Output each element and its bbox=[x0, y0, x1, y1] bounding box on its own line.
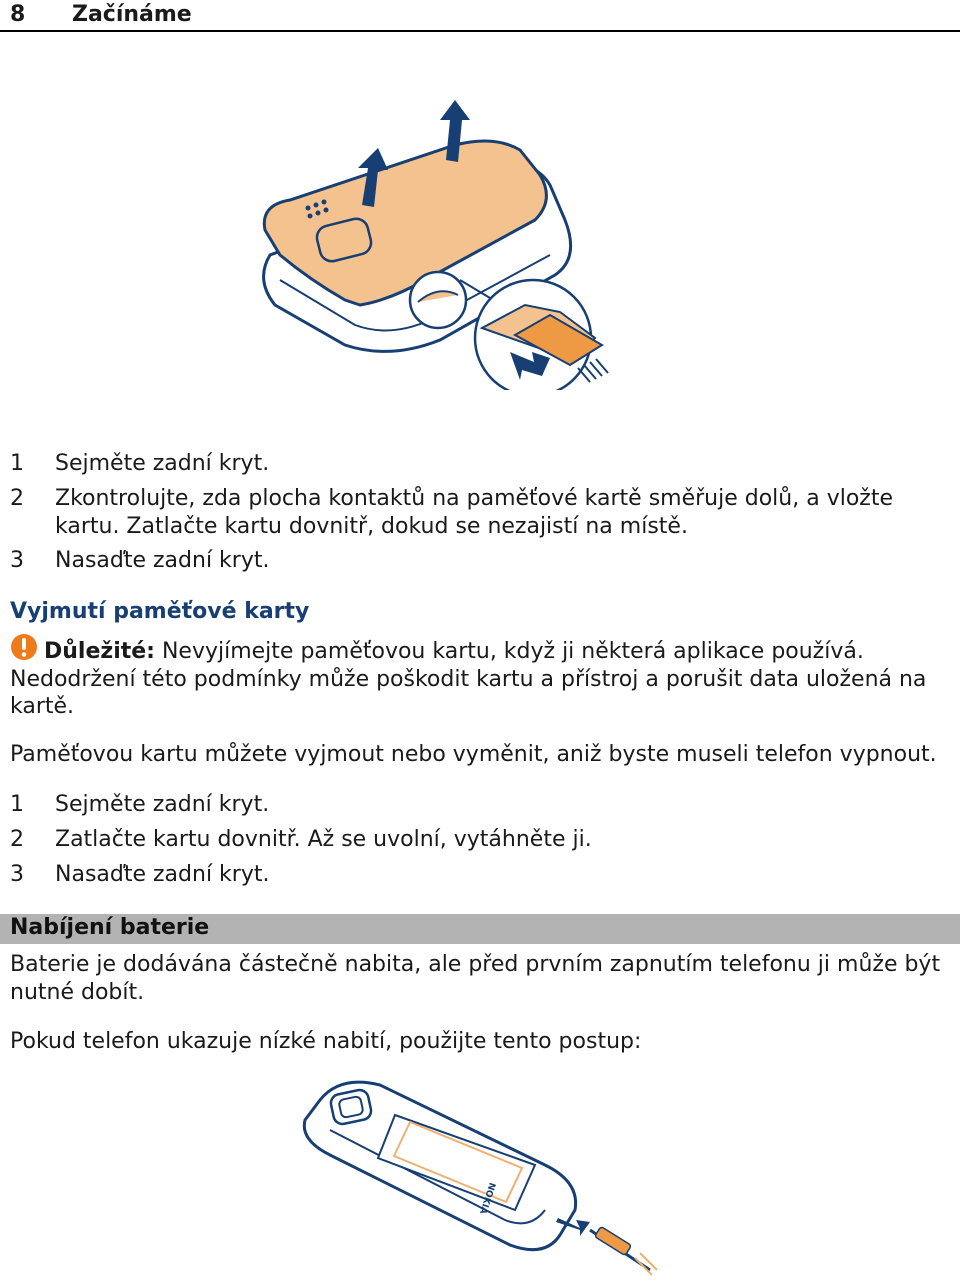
important-note bbox=[44, 637, 864, 666]
step-text: Sejměte zadní kryt. bbox=[55, 792, 270, 817]
charging-heading: Nabíjení baterie bbox=[10, 915, 210, 940]
charging-paragraph-2: Pokud telefon ukazuje nízké nabití, použijte tento postup: bbox=[10, 1029, 642, 1054]
page-number: 8 bbox=[10, 2, 26, 27]
important-text: Nevyjímejte paměťovou kartu, když ji některá aplikace používá. bbox=[154, 639, 864, 664]
step-text: Zatlačte kartu dovnitř. Až se uvolní, vytáhněte ji. bbox=[55, 827, 592, 852]
important-label: Důležité: bbox=[44, 639, 155, 664]
step-number: 2 bbox=[10, 486, 24, 511]
warning-icon bbox=[10, 633, 38, 661]
step-number: 3 bbox=[10, 862, 24, 887]
step-text: Sejměte zadní kryt. bbox=[55, 451, 270, 476]
step-number: 3 bbox=[10, 548, 24, 573]
step-number: 1 bbox=[10, 792, 24, 817]
remove-card-heading: Vyjmutí paměťové karty bbox=[10, 599, 310, 624]
charging-paragraph-line-1: Baterie je dodávána částečně nabita, ale před prvním zapnutím telefonu ji může být bbox=[10, 952, 941, 977]
charging-paragraph-line-2: nutné dobít. bbox=[10, 980, 145, 1005]
charger-plug bbox=[595, 1226, 632, 1255]
step-text: Nasaďte zadní kryt. bbox=[55, 548, 270, 573]
chapter-title: Začínáme bbox=[72, 2, 192, 27]
charging-illustration bbox=[290, 1070, 670, 1280]
remove-card-paragraph: Paměťovou kartu můžete vyjmout nebo vyměnit, aniž byste museli telefon vypnout. bbox=[10, 742, 937, 767]
important-text-line-3: kartě. bbox=[10, 694, 75, 719]
step-number: 2 bbox=[10, 827, 24, 852]
brand-logo: NOKIA bbox=[477, 1181, 497, 1216]
step-number: 1 bbox=[10, 451, 24, 476]
memory-card-insert-illustration bbox=[250, 90, 630, 390]
step-text: Nasaďte zadní kryt. bbox=[55, 862, 270, 887]
step-text: Zkontrolujte, zda plocha kontaktů na paměťové kartě směřuje dolů, a vložte kartu. Zatlačte kartu dovnitř, dokud se nezajistí na místě. bbox=[55, 486, 893, 539]
page-header bbox=[0, 0, 960, 32]
section-band bbox=[0, 914, 960, 944]
important-text-line-2: Nedodržení této podmínky může poškodit kartu a přístroj a porušit data uložená na bbox=[10, 667, 927, 692]
